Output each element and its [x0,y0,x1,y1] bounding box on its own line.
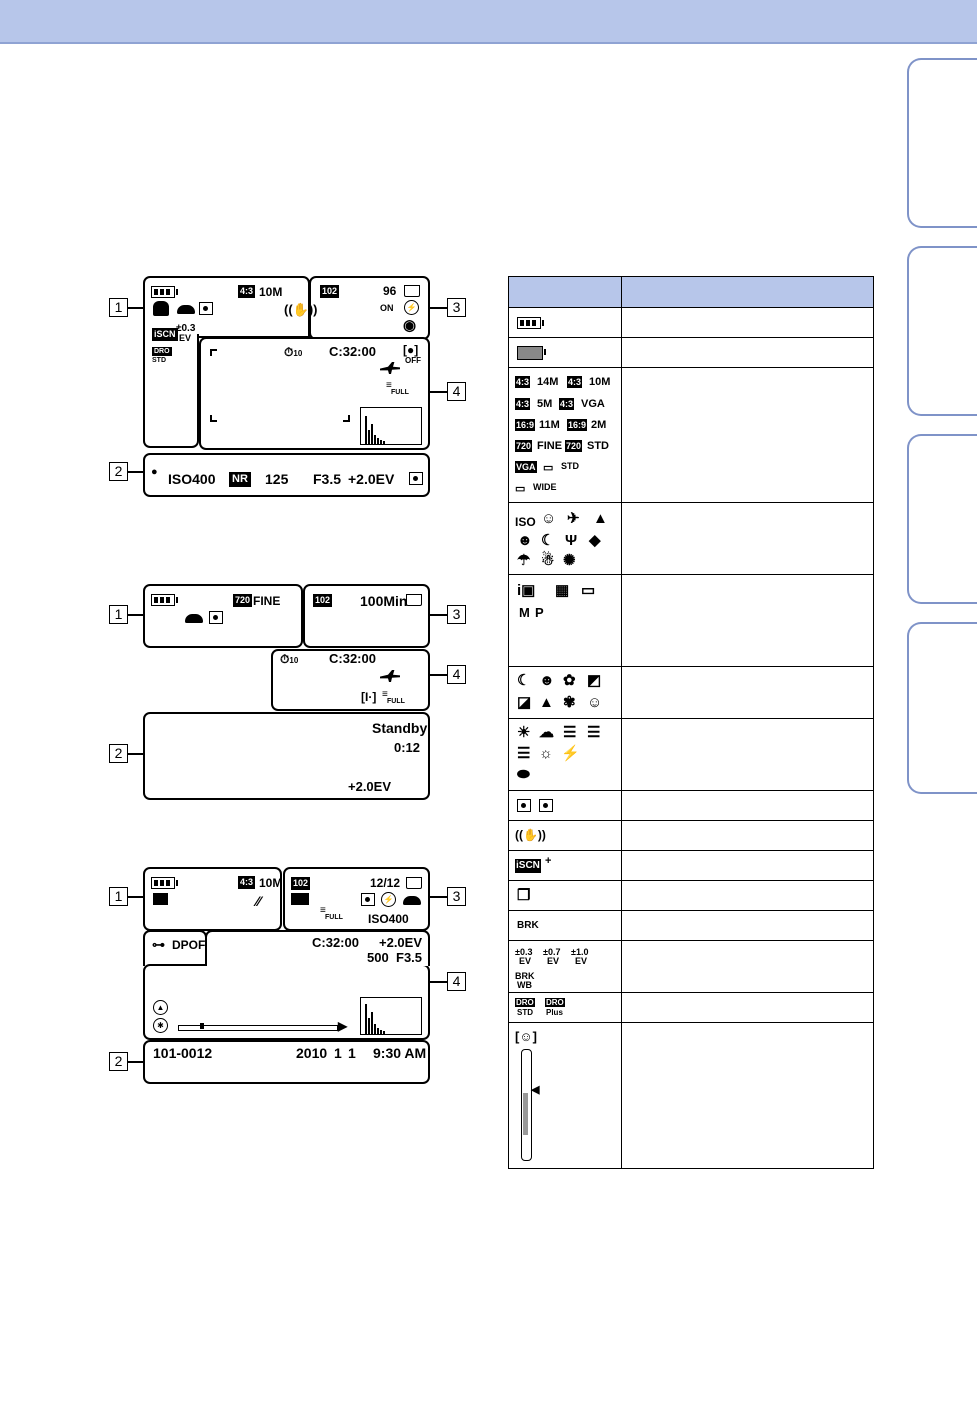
memory-icon: ≡ [386,380,392,391]
memory-card-icon [406,594,422,606]
standby-status: Standby [372,720,428,736]
memory-card-icon [406,877,422,889]
memory-icon: ≡ [382,689,388,700]
recording-time: C:32:00 [329,651,376,666]
label-3: 3 [447,887,466,906]
legend-shake-icon: ((✋)) [509,821,622,851]
cloudy-icon [185,614,203,623]
legend-mode-icons: i▣ ▦ ▭ M P [509,575,622,667]
exposure-value: +2.0EV [348,471,395,487]
play-arrow-icon: ▶ [338,1019,348,1033]
image-size: 10M [259,876,283,890]
label-2: 2 [109,744,128,763]
iso-value: ISO400 [368,912,409,926]
battery-icon [151,286,175,298]
cloudy-icon [177,305,195,314]
legend-white-balance-icons: ☀ ☁ ☰ ☰ ☰ ☼ ⚡ ⬬ [509,719,622,791]
recording-time: C:32:00 [312,935,359,950]
date-month: 1 [334,1045,342,1061]
battery-icon [151,594,175,606]
dro-sub: STD [152,357,166,364]
legend-scene-recognition-icons: ☾ ☻ ✿ ◩ ◪ ▲ ✾ ☺ [509,667,622,719]
elapsed-time: 0:12 [394,740,421,755]
legend-exposure-bracket-icons: ±0.3 EV ±0.7 EV ±1.0 EV BRK WB [509,941,622,993]
exposure-value: +2.0EV [348,779,392,794]
label-1: 1 [109,887,128,906]
self-timer-icon: ⏱10 [284,345,303,359]
red-eye-icon: ◉ [403,317,417,334]
iso-value: ISO400 [168,471,216,487]
legend-brk-icon: BRK [509,911,622,941]
movie-quality: FINE [253,594,281,608]
rec-dot-icon: ● [151,466,158,478]
folder-icon: 102 [315,595,331,605]
nav-tab-4[interactable] [907,622,977,794]
aperture: F3.5 [313,471,342,487]
label-2: 2 [109,462,128,481]
flash-off-icon: ⚡ [404,300,419,315]
wind-icon: [I·] [361,690,377,704]
label-1: 1 [109,298,128,317]
aperture: F3.5 [396,950,423,965]
header-bar [0,0,977,44]
nav-tab-3[interactable] [907,434,977,604]
face-off-label: OFF [405,356,421,365]
remaining-time: 100Min [360,593,408,609]
dro-icon: DRO [154,348,170,355]
shutter-speed: 500 [367,950,389,965]
aspect-chip: 4:3 [240,877,254,887]
label-4: 4 [447,972,466,991]
legend-image-size-icons: 4:3 14M 4:3 10M 4:3 5M 4:3 VGA 16:9 11M 16:9 2M 720 FINE 720 STD VGA ▭ STD ▭ WIDE [509,368,622,503]
legend-burst-icon: ❐ [509,881,622,911]
nr-icon: NR [229,472,251,487]
label-3: 3 [447,298,466,317]
histogram [360,407,422,445]
flash-off-icon: ⚡ [381,892,396,907]
shots-remaining: 96 [383,284,397,298]
folder-icon: 102 [293,878,309,888]
legend-header-meaning [622,277,874,308]
date-year: 2010 [296,1045,328,1061]
full-label: FULL [387,698,405,705]
af-light-icon [380,303,394,313]
protect-icon: ⁄⁄ [256,893,261,909]
legend-dro-icons: DRO STD DRO Plus [509,993,622,1023]
label-4: 4 [447,665,466,684]
face-detect-icon: [●] [403,343,419,357]
folder-icon: 102 [322,286,338,296]
spot-metering-icon [361,893,375,906]
metering-icon [209,611,223,624]
dpof-label: DPOF [172,938,206,952]
spot-metering-icon [199,302,213,315]
exposure-value: +2.0EV [379,935,423,950]
portrait-icon [153,301,169,316]
legend-smile-icon: [☺] ◀ [509,1023,622,1169]
af-light-on: ON [380,303,394,313]
legend-metering-icons [509,791,622,821]
shake-warning-icon: ((✋)) [284,302,318,317]
clock-time: 9:30 AM [373,1045,427,1061]
nav-tab-1[interactable] [907,58,977,228]
memory-icon: ≡ [320,905,326,916]
icon-legend-table [508,276,874,1169]
label-4: 4 [447,382,466,401]
compass-icon: ▲ [153,1000,168,1015]
label-2: 2 [109,1052,128,1071]
legend-iscn-icon: iSCN + [509,851,622,881]
exposure-unit: EV [179,333,192,343]
date-day: 1 [348,1045,356,1061]
brightness-icon: ✱ [153,1018,168,1033]
legend-scene-icons: ISO ☺ ✈ ▲ ☻ ☾ Ψ ◆ ☂ ☃ ✺ [509,503,622,575]
histogram [360,997,422,1035]
self-timer-icon: ⏱10 [280,652,299,666]
key-icon: ⊶ [152,937,165,952]
label-1: 1 [109,605,128,624]
nav-tab-2[interactable] [907,246,977,416]
playback-bar-marker [200,1023,204,1029]
shutter-speed: 125 [265,471,289,487]
iscn-icon: iSCN [154,329,176,339]
legend-header-icon [509,277,622,308]
recording-time: C:32:00 [329,344,376,359]
metering-icon [409,472,423,485]
memory-card-icon [404,285,420,297]
label-3: 3 [447,605,466,624]
image-index: 12/12 [370,876,401,890]
playback-mode-icon [153,893,168,905]
file-number: 101-0012 [153,1045,213,1061]
image-size: 10M [259,285,283,299]
cloudy-icon [403,896,421,905]
full-label: FULL [391,389,409,396]
battery-icon [151,877,175,889]
aspect-chip: 4:3 [240,286,254,296]
full-label: FULL [325,914,343,921]
movie-size-chip: 720 [235,595,251,605]
exposure-step: ±0.3 [176,323,196,334]
drive-mode-icon [291,893,309,905]
